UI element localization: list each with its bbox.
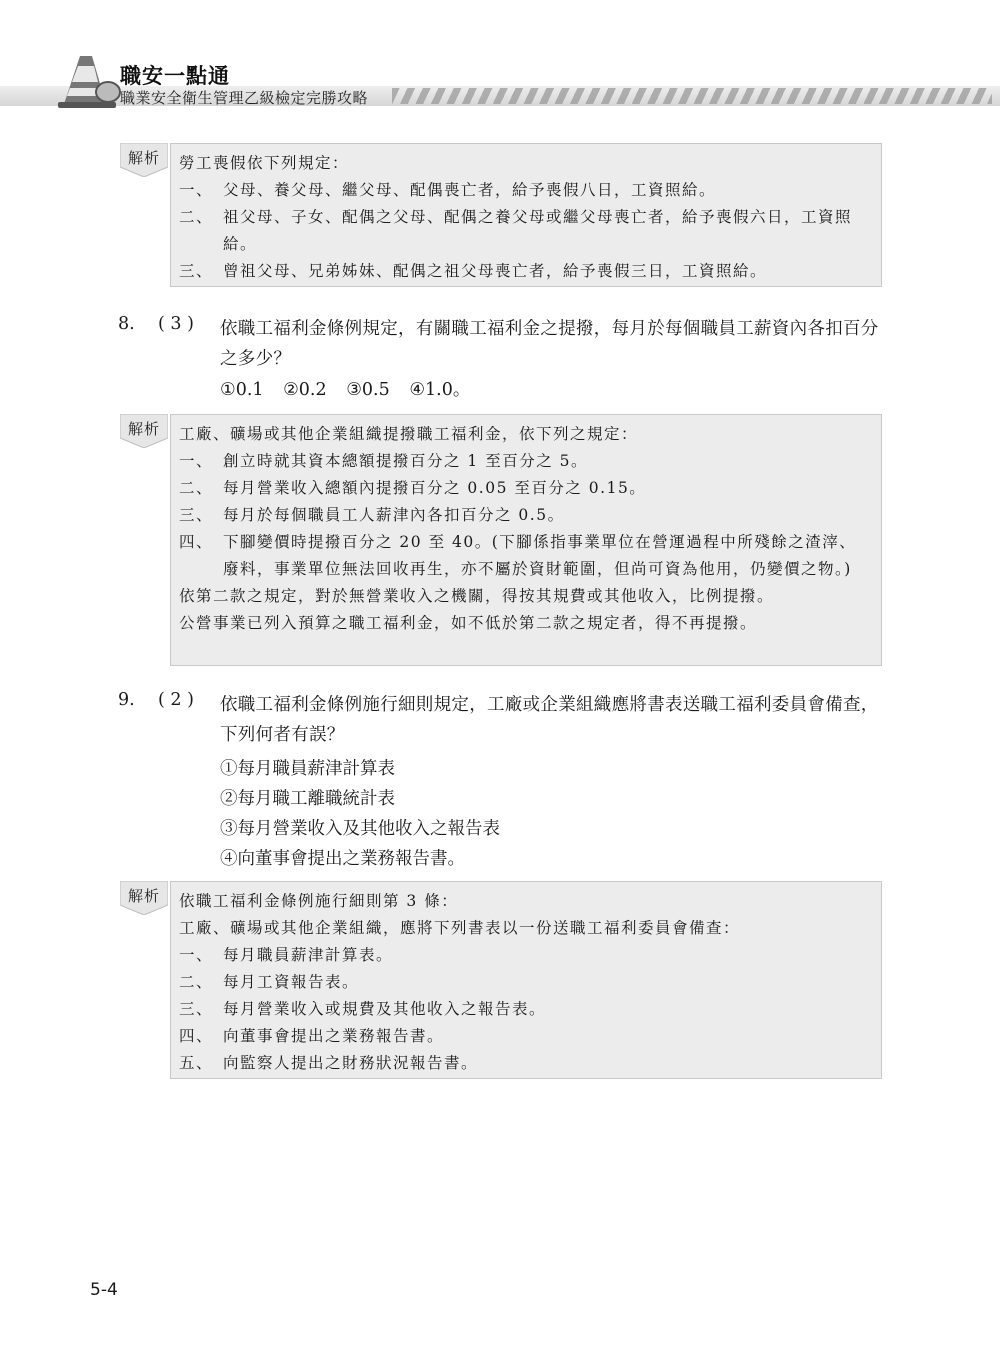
list-item: [179, 204, 873, 258]
list-item: [179, 1023, 873, 1050]
question-number: 9.: [118, 690, 135, 710]
list-item: [179, 969, 873, 996]
question-options: [220, 376, 484, 401]
item-text: 每月於每個職員工人薪津內各扣百分之 0.5。: [223, 506, 565, 524]
list-item: [179, 258, 873, 285]
explanation-label: 解析: [127, 887, 160, 905]
question-options: [220, 754, 500, 874]
item-text: 下腳變價時提撥百分之 20 至 40。(下腳係指事業單位在營運過程中所殘餘之渣滓、廢料，事業單位無法回收再生，亦不屬於資財範圍，但尚可資為他用，仍變價之物。): [223, 533, 857, 578]
question-text: 依職工福利金條例規定，有關職工福利金之提撥，每月於每個職員工薪資內各扣百分之多少？: [220, 319, 879, 369]
item-text: 創立時就其資本總額提撥百分之 1 至百分之 5。: [223, 452, 589, 470]
item-number: 二、: [179, 479, 214, 497]
item-text: 每月職員薪津計算表。: [223, 946, 394, 964]
item-text: 每月營業收入總額內提撥百分之 0.05 至百分之 0.15。: [223, 479, 647, 497]
explanation-tag: [120, 143, 168, 177]
item-text: 父母、養父母、繼父母、配偶喪亡者，給予喪假八日，工資照給。: [223, 181, 717, 199]
item-number: 二、: [179, 973, 214, 991]
list-item: [179, 475, 873, 502]
option-3: ③每月營業收入及其他收入之報告表: [220, 819, 500, 839]
item-text: 每月營業收入或規費及其他收入之報告表。: [223, 1000, 547, 1018]
question-text: 依職工福利金條例施行細則規定，工廠或企業組織應將書表送職工福利委員會備查，下列何者有誤？: [220, 695, 879, 745]
book-title: 職安一點通: [120, 64, 230, 88]
traffic-cone-icon: [58, 52, 122, 108]
explanation-intro: 工廠、礦場或其他企業組織，應將下列書表以一份送職工福利委員會備查：: [179, 919, 741, 937]
list-item: [179, 1050, 873, 1077]
option-4: ④1.0。: [409, 380, 471, 400]
explanation-label: 解析: [127, 420, 160, 438]
item-number: 一、: [179, 946, 214, 964]
header-stripes: [392, 88, 992, 104]
list-item: [179, 502, 873, 529]
explanation-intro: 依職工福利金條例施行細則第 3 條：: [179, 892, 459, 910]
option-1: ①0.1: [220, 380, 264, 400]
page-header: [0, 0, 1000, 120]
explanation-note: 依第二款之規定，對於無營業收入之機關，得按其規費或其他收入，比例提撥。: [179, 587, 775, 605]
item-number: 三、: [179, 506, 214, 524]
explanation-intro: 勞工喪假依下列規定：: [179, 154, 350, 172]
question-number: 8.: [118, 314, 135, 334]
explanation-tag: [120, 881, 168, 915]
item-text: 向監察人提出之財務狀況報告書。: [223, 1054, 479, 1072]
explanation-content: [170, 414, 882, 666]
list-item: [179, 177, 873, 204]
item-number: 一、: [179, 181, 214, 199]
item-number: 四、: [179, 1027, 214, 1045]
explanation-content: [170, 881, 882, 1079]
page-number: 5-4: [90, 1280, 118, 1300]
book-subtitle: 職業安全衛生管理乙級檢定完勝攻略: [120, 89, 369, 107]
question-answer: ( 3 ): [158, 314, 194, 334]
list-item: [179, 448, 873, 475]
item-text: 每月工資報告表。: [223, 973, 360, 991]
option-3: ③0.5: [346, 380, 390, 400]
list-item: [179, 942, 873, 969]
explanation-note: 公營事業已列入預算之職工福利金，如不低於第二款之規定者，得不再提撥。: [179, 614, 758, 632]
option-2: ②每月職工離職統計表: [220, 789, 395, 809]
item-text: 祖父母、子女、配偶之父母、配偶之養父母或繼父母喪亡者，給予喪假六日，工資照給。: [223, 208, 853, 253]
option-4: ④向董事會提出之業務報告書。: [220, 849, 465, 869]
item-number: 五、: [179, 1054, 214, 1072]
item-number: 三、: [179, 262, 214, 280]
item-number: 一、: [179, 452, 214, 470]
item-number: 三、: [179, 1000, 214, 1018]
explanation-content: [170, 143, 882, 287]
question-answer: ( 2 ): [158, 690, 194, 710]
explanation-label: 解析: [127, 149, 160, 167]
list-item: [179, 996, 873, 1023]
explanation-tag: [120, 414, 168, 448]
list-item: [179, 529, 873, 583]
item-text: 向董事會提出之業務報告書。: [223, 1027, 445, 1045]
item-text: 曾祖父母、兄弟姊妹、配偶之祖父母喪亡者，給予喪假三日，工資照給。: [223, 262, 768, 280]
explanation-intro: 工廠、礦場或其他企業組織提撥職工福利金，依下列之規定：: [179, 425, 639, 443]
item-number: 四、: [179, 533, 214, 551]
item-number: 二、: [179, 208, 214, 226]
option-1: ①每月職員薪津計算表: [220, 759, 395, 779]
option-2: ②0.2: [283, 380, 327, 400]
